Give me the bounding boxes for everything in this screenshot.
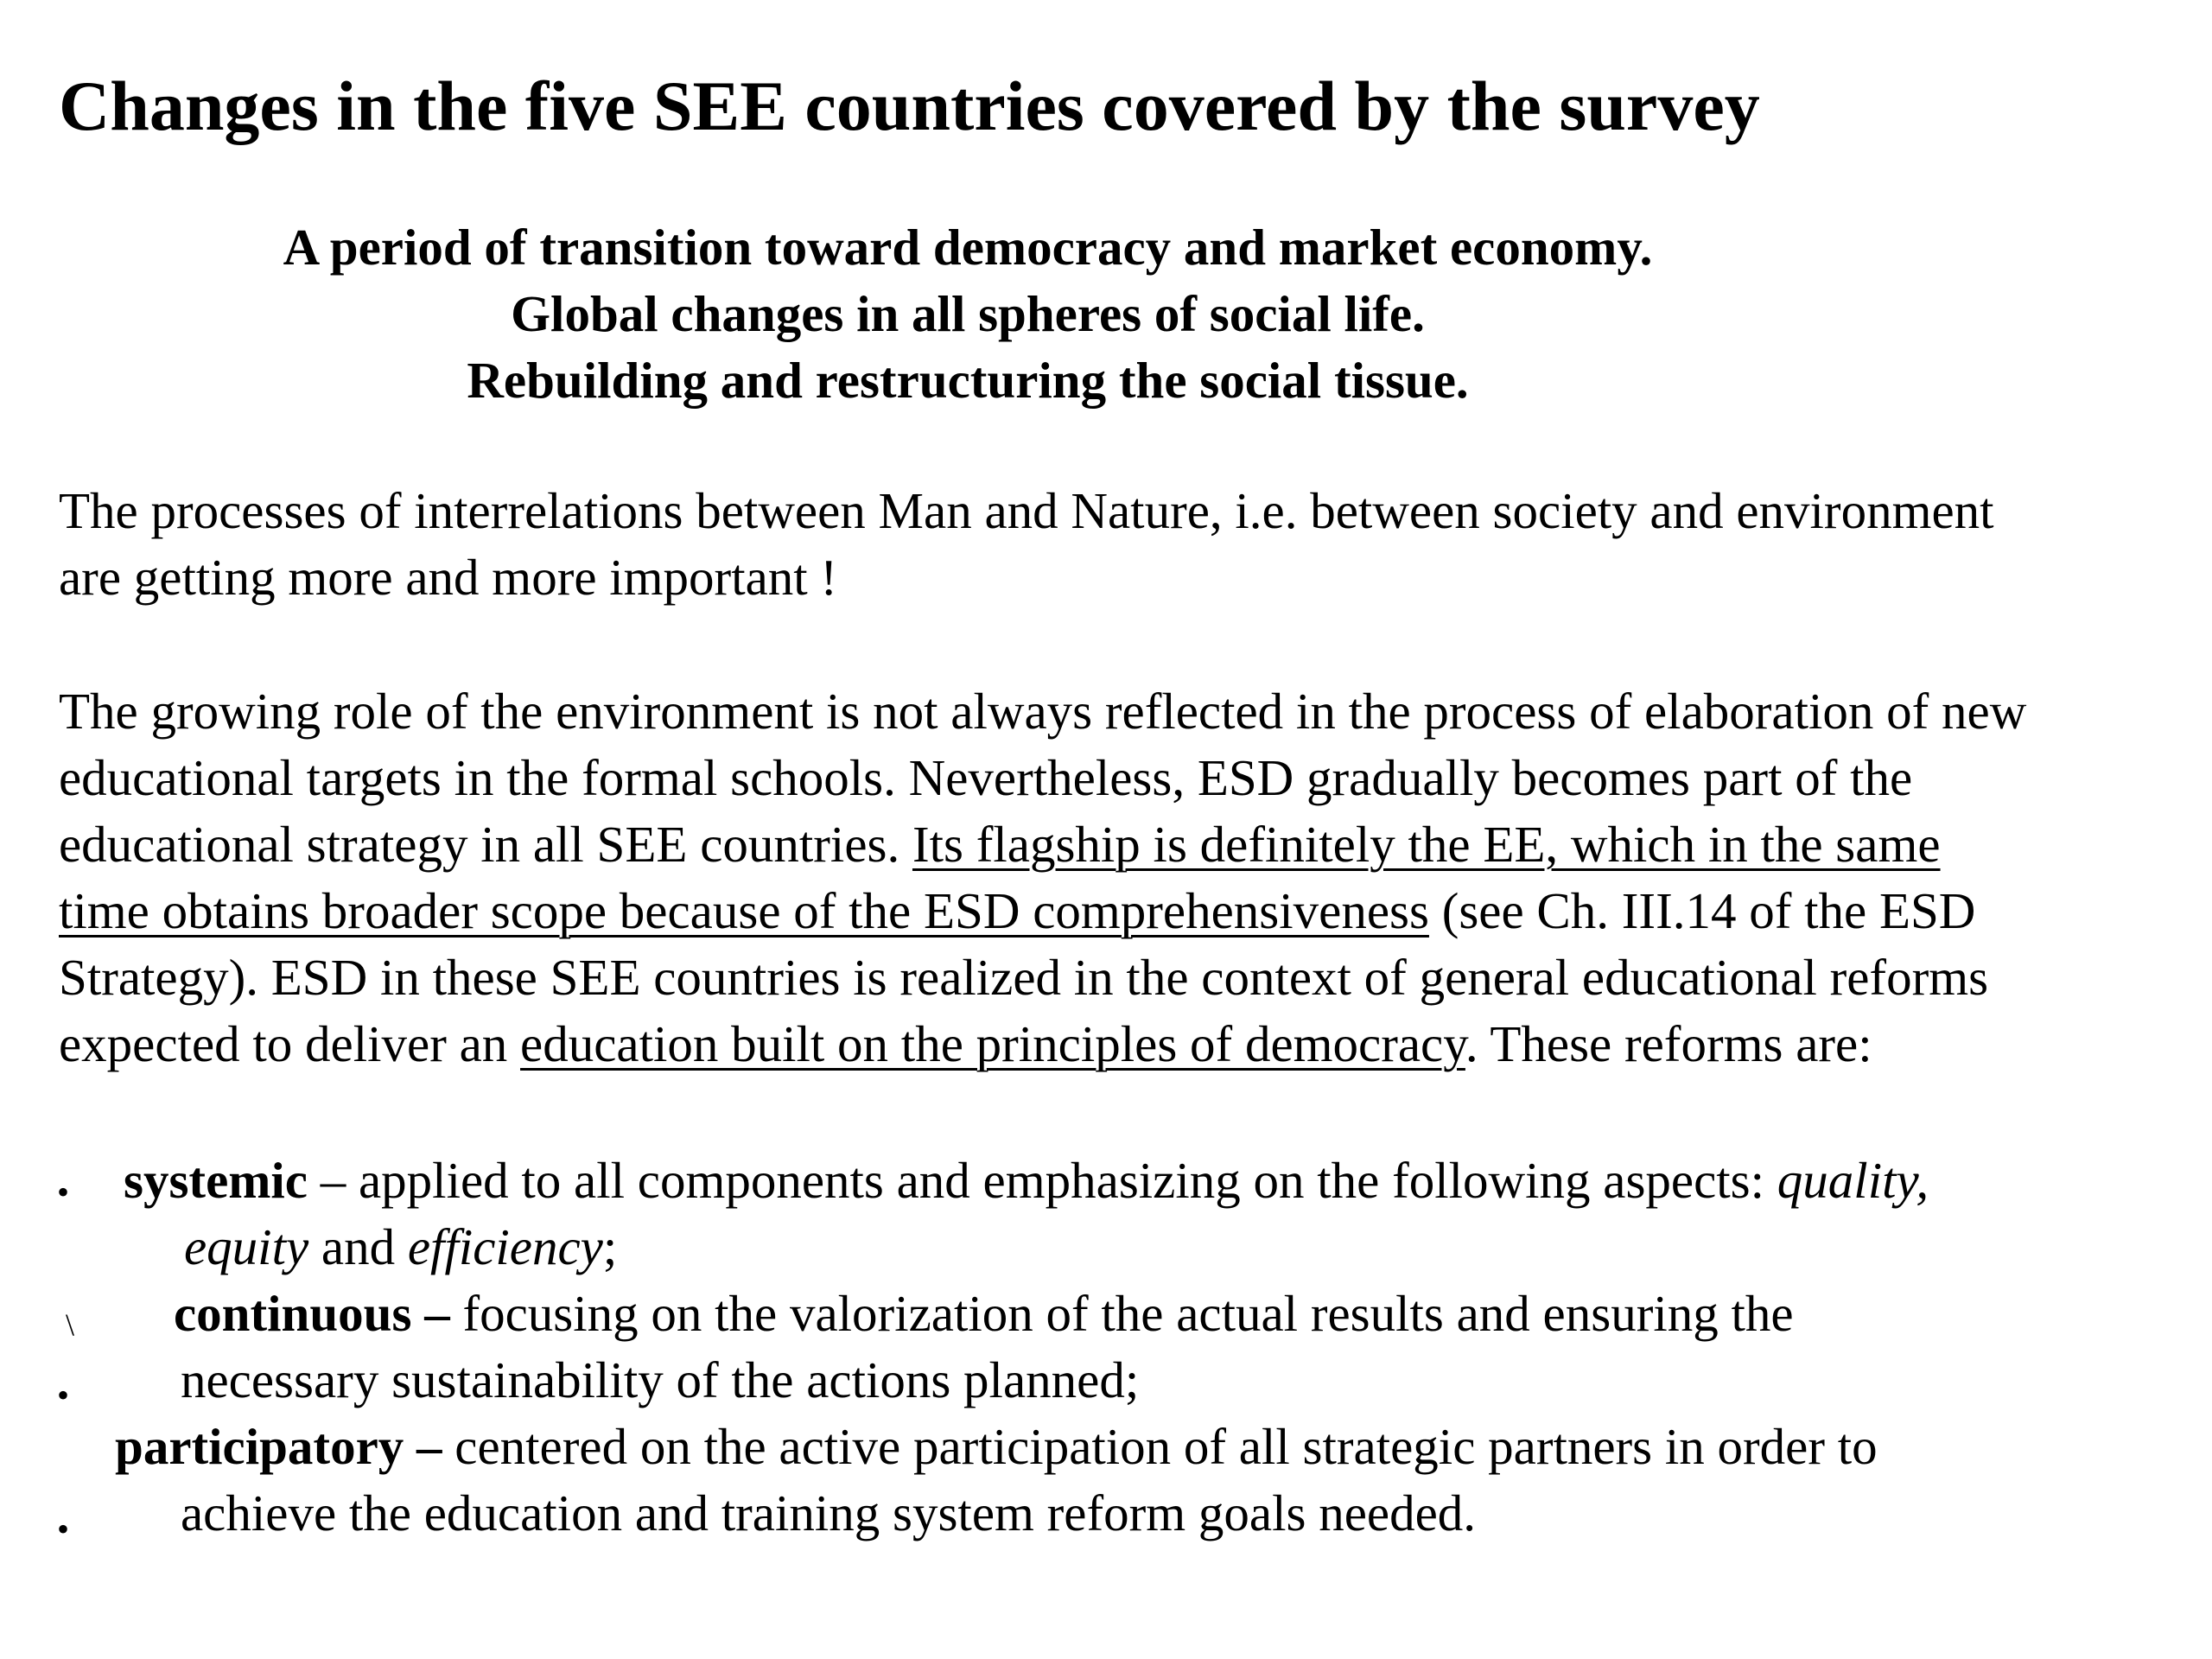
bullet-term: systemic xyxy=(124,1152,308,1209)
bullet-participatory xyxy=(115,1414,1878,1480)
paragraph-line xyxy=(59,878,2202,944)
bullet-text: and xyxy=(308,1218,408,1275)
paragraph-esd xyxy=(59,678,2202,1077)
bullet-dot-icon: • xyxy=(57,1510,70,1548)
paragraph-line xyxy=(59,1011,2202,1077)
underlined-text: Its flagship is definitely the EE, which in the same xyxy=(912,816,1941,873)
bullet-term: participatory – xyxy=(115,1418,442,1475)
subtitle-line-2: Global changes in all spheres of social life. xyxy=(511,285,1425,342)
bullet-systemic-continuation xyxy=(184,1214,617,1281)
paragraph-line: The processes of interrelations between Man and Nature, i.e. between society and environment xyxy=(59,482,1994,539)
bullet-continuous-continuation: necessary sustainability of the actions planned; xyxy=(181,1351,1140,1408)
bullet-italic-term: efficiency xyxy=(407,1218,603,1275)
paragraph-man-nature xyxy=(59,478,2202,611)
slide-title: Changes in the five SEE countries covered by the survey xyxy=(59,67,1760,145)
bullet-continuous xyxy=(174,1281,1794,1347)
paragraph-line: The growing role of the environment is not always reflected in the process of elaboration of new xyxy=(59,683,2027,740)
bullet-term: continuous – xyxy=(174,1285,450,1342)
paragraph-line: Strategy). ESD in these SEE countries is realized in the context of general educational reforms xyxy=(59,949,1989,1006)
bullet-text: ; xyxy=(602,1218,618,1275)
bullet-participatory-continuation: achieve the education and training system reform goals needed. xyxy=(181,1484,1477,1541)
bullet-text: focusing on the valorization of the actual results and ensuring the xyxy=(449,1285,1794,1342)
paragraph-line: are getting more and more important ! xyxy=(59,549,838,606)
text-run: (see Ch. III.14 of the ESD xyxy=(1428,882,1976,939)
text-run: expected to deliver an xyxy=(59,1015,521,1072)
underlined-text: education built on the principles of democracy xyxy=(520,1015,1465,1072)
paragraph-line xyxy=(59,811,2202,878)
subtitle-line-3: Rebuilding and restructuring the social tissue. xyxy=(467,352,1469,409)
bullet-dot-icon: • xyxy=(57,1173,70,1211)
paragraph-line: educational targets in the formal schools. Nevertheless, ESD gradually becomes part of the xyxy=(59,749,1913,806)
bullet-italic-term: quality, xyxy=(1777,1152,1929,1209)
bullet-text: – applied to all components and emphasizing on the following aspects: xyxy=(307,1152,1777,1209)
bullet-systemic xyxy=(124,1147,1929,1214)
bullet-tick-icon: \ xyxy=(66,1307,75,1342)
bullet-italic-term: equity xyxy=(184,1218,309,1275)
underlined-text: time obtains broader scope because of the ESD comprehensiveness xyxy=(59,882,1429,939)
text-run: . These reforms are: xyxy=(1465,1015,1872,1072)
bullet-text: centered on the active participation of all strategic partners in order to xyxy=(442,1418,1878,1475)
subtitle-line-1: A period of transition toward democracy and market economy. xyxy=(283,219,1653,276)
bullet-dot-icon: • xyxy=(57,1376,70,1414)
text-run: educational strategy in all SEE countries. xyxy=(59,816,912,873)
